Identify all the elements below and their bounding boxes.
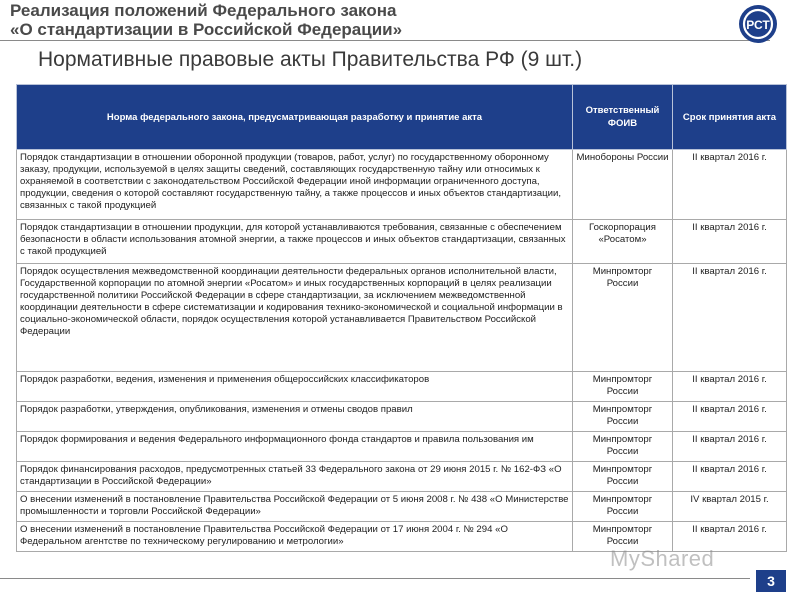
acts-table-wrapper [16, 84, 786, 552]
cell-foiv: Минпромторг России [573, 402, 673, 432]
title-line-1: Реализация положений Федерального закона [10, 1, 397, 20]
cell-norm: Порядок стандартизации в отношении продукции, для которой устанавливаются требования, связанные с обеспечением безопасности в области использования атомной энергии, а также процессов и иных объектов стандартизации, связанных с такой продукцией [17, 220, 573, 264]
cell-foiv: Минобороны России [573, 150, 673, 220]
table-header-row [17, 85, 787, 150]
cell-foiv: Минпромторг России [573, 432, 673, 462]
section-subtitle: Нормативные правовые акты Правительства РФ (9 шт.) [38, 48, 583, 71]
cell-norm: Порядок финансирования расходов, предусмотренных статьей 33 Федерального закона от 29 июня 2015 г. № 162-ФЗ «О стандартизации в Российской Федерации» [17, 462, 573, 492]
logo-text: РСТ [746, 18, 770, 32]
table-row [17, 462, 787, 492]
cell-norm: Порядок разработки, утверждения, опубликования, изменения и отмены сводов правил [17, 402, 573, 432]
cell-norm: Порядок стандартизации в отношении оборонной продукции (товаров, работ, услуг) по государственному оборонному заказу, продукции, используемой в целях защиты сведений, составляющих государственную тайну или относимых к охраняемой в соответствии с законодательством Российской Федерации иной информации ограниченного доступа, продукции, сведения о которой составляют государственную тайну, а также процессов и иных объектов стандартизации, связанных с такой продукцией [17, 150, 573, 220]
cell-term: II квартал 2016 г. [673, 264, 787, 372]
cell-term: II квартал 2016 г. [673, 372, 787, 402]
cell-term: II квартал 2016 г. [673, 522, 787, 552]
cell-term: II квартал 2016 г. [673, 432, 787, 462]
cell-term: II квартал 2016 г. [673, 220, 787, 264]
cell-term: IV квартал 2015 г. [673, 492, 787, 522]
table-row [17, 220, 787, 264]
cell-term: II квартал 2016 г. [673, 150, 787, 220]
table-row [17, 150, 787, 220]
cell-norm: Порядок формирования и ведения Федерального информационного фонда стандартов и правила пользования им [17, 432, 573, 462]
title-line-2: «О стандартизации в Российской Федерации» [10, 20, 403, 39]
footer-divider [0, 578, 750, 579]
table-row [17, 264, 787, 372]
page-number-badge: 3 [756, 570, 786, 592]
cell-foiv: Минпромторг России [573, 462, 673, 492]
cell-norm: Порядок разработки, ведения, изменения и применения общероссийских классификаторов [17, 372, 573, 402]
cell-term: II квартал 2016 г. [673, 462, 787, 492]
rst-logo-icon [738, 4, 778, 44]
cell-foiv: Госкорпорация «Росатом» [573, 220, 673, 264]
table-row [17, 372, 787, 402]
cell-foiv: Минпромторг России [573, 492, 673, 522]
cell-foiv: Минпромторг России [573, 264, 673, 372]
cell-norm: Порядок осуществления межведомственной координации деятельности федеральных органов исполнительной власти, Государственной корпорации по атомной энергии «Росатом» и иных государственных корпораций в целях реализации государственной политики Российской Федерации в сфере стандартизации, за исключением межведомственной координации деятельности в сфере систематизации и кодирования технико-экономической и социальной информации в социально-экономической области, порядок осуществления которой устанавливается Правительством Российской Федерации [17, 264, 573, 372]
watermark-text: MyShared [610, 546, 715, 571]
header-norm: Норма федерального закона, предусматривающая разработку и принятие акта [17, 85, 573, 150]
header-foiv: Ответственный ФОИВ [573, 85, 673, 150]
table-row [17, 492, 787, 522]
acts-table [16, 84, 787, 552]
slide-header [0, 0, 800, 46]
slide-title [10, 1, 710, 39]
cell-foiv: Минпромторг России [573, 372, 673, 402]
header-term: Срок принятия акта [673, 85, 787, 150]
table-row [17, 432, 787, 462]
cell-term: II квартал 2016 г. [673, 402, 787, 432]
table-row [17, 402, 787, 432]
cell-norm: О внесении изменений в постановление Правительства Российской Федерации от 17 июня 2004 г. № 294 «О Федеральном агентстве по техническому регулированию и метрологии» [17, 522, 573, 552]
header-divider [0, 40, 770, 41]
cell-foiv: Минпромторг России [573, 522, 673, 552]
cell-norm: О внесении изменений в постановление Правительства Российской Федерации от 5 июня 2008 г. № 438 «О Министерстве промышленности и торговли Российской Федерации» [17, 492, 573, 522]
